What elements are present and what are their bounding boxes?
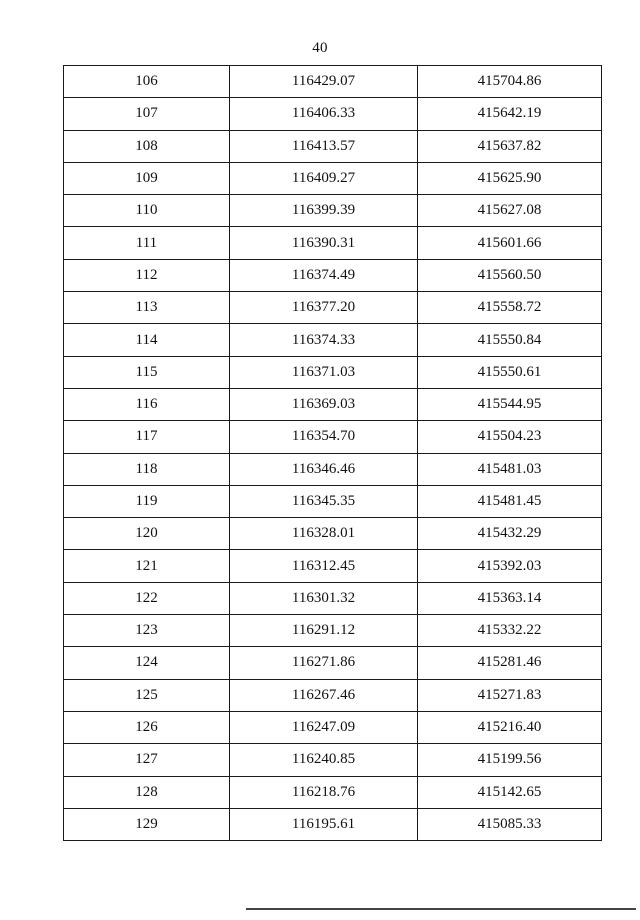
x-coordinate-cell: 116399.39 [230, 195, 418, 227]
x-coordinate-cell: 116374.49 [230, 259, 418, 291]
point-number-cell: 114 [64, 324, 230, 356]
table-row [64, 421, 602, 453]
point-number-cell: 123 [64, 615, 230, 647]
y-coordinate-cell: 415481.45 [418, 485, 602, 517]
y-coordinate-cell: 415199.56 [418, 744, 602, 776]
y-coordinate-cell: 415271.83 [418, 679, 602, 711]
table-row [64, 485, 602, 517]
table-row [64, 195, 602, 227]
x-coordinate-cell: 116271.86 [230, 647, 418, 679]
x-coordinate-cell: 116413.57 [230, 130, 418, 162]
coordinate-table [63, 65, 602, 841]
y-coordinate-cell: 415601.66 [418, 227, 602, 259]
table-row [64, 518, 602, 550]
y-coordinate-cell: 415432.29 [418, 518, 602, 550]
table-row [64, 292, 602, 324]
point-number-cell: 112 [64, 259, 230, 291]
x-coordinate-cell: 116267.46 [230, 679, 418, 711]
scan-edge-line [246, 908, 636, 910]
table-row [64, 776, 602, 808]
x-coordinate-cell: 116377.20 [230, 292, 418, 324]
x-coordinate-cell: 116429.07 [230, 66, 418, 98]
point-number-cell: 117 [64, 421, 230, 453]
x-coordinate-cell: 116409.27 [230, 162, 418, 194]
point-number-cell: 106 [64, 66, 230, 98]
point-number-cell: 119 [64, 485, 230, 517]
table-row [64, 711, 602, 743]
x-coordinate-cell: 116345.35 [230, 485, 418, 517]
x-coordinate-cell: 116346.46 [230, 453, 418, 485]
x-coordinate-cell: 116291.12 [230, 615, 418, 647]
table-row [64, 615, 602, 647]
x-coordinate-cell: 116328.01 [230, 518, 418, 550]
y-coordinate-cell: 415558.72 [418, 292, 602, 324]
y-coordinate-cell: 415504.23 [418, 421, 602, 453]
y-coordinate-cell: 415637.82 [418, 130, 602, 162]
point-number-cell: 120 [64, 518, 230, 550]
table-row [64, 66, 602, 98]
point-number-cell: 126 [64, 711, 230, 743]
y-coordinate-cell: 415142.65 [418, 776, 602, 808]
y-coordinate-cell: 415550.61 [418, 356, 602, 388]
y-coordinate-cell: 415625.90 [418, 162, 602, 194]
table-row [64, 808, 602, 840]
point-number-cell: 125 [64, 679, 230, 711]
table-row [64, 227, 602, 259]
x-coordinate-cell: 116374.33 [230, 324, 418, 356]
y-coordinate-cell: 415642.19 [418, 98, 602, 130]
point-number-cell: 109 [64, 162, 230, 194]
point-number-cell: 124 [64, 647, 230, 679]
x-coordinate-cell: 116354.70 [230, 421, 418, 453]
table-row [64, 647, 602, 679]
x-coordinate-cell: 116312.45 [230, 550, 418, 582]
table-row [64, 98, 602, 130]
y-coordinate-cell: 415085.33 [418, 808, 602, 840]
point-number-cell: 111 [64, 227, 230, 259]
point-number-cell: 129 [64, 808, 230, 840]
x-coordinate-cell: 116406.33 [230, 98, 418, 130]
y-coordinate-cell: 415216.40 [418, 711, 602, 743]
x-coordinate-cell: 116240.85 [230, 744, 418, 776]
point-number-cell: 113 [64, 292, 230, 324]
y-coordinate-cell: 415550.84 [418, 324, 602, 356]
point-number-cell: 115 [64, 356, 230, 388]
x-coordinate-cell: 116390.31 [230, 227, 418, 259]
point-number-cell: 127 [64, 744, 230, 776]
point-number-cell: 110 [64, 195, 230, 227]
x-coordinate-cell: 116247.09 [230, 711, 418, 743]
table-row [64, 388, 602, 420]
table-row [64, 356, 602, 388]
coordinate-table-body [64, 66, 602, 841]
y-coordinate-cell: 415560.50 [418, 259, 602, 291]
table-row [64, 130, 602, 162]
x-coordinate-cell: 116369.03 [230, 388, 418, 420]
point-number-cell: 108 [64, 130, 230, 162]
y-coordinate-cell: 415627.08 [418, 195, 602, 227]
x-coordinate-cell: 116195.61 [230, 808, 418, 840]
point-number-cell: 116 [64, 388, 230, 420]
table-row [64, 550, 602, 582]
point-number-cell: 122 [64, 582, 230, 614]
y-coordinate-cell: 415281.46 [418, 647, 602, 679]
point-number-cell: 107 [64, 98, 230, 130]
y-coordinate-cell: 415392.03 [418, 550, 602, 582]
table-row [64, 259, 602, 291]
table-row [64, 744, 602, 776]
point-number-cell: 121 [64, 550, 230, 582]
point-number-cell: 128 [64, 776, 230, 808]
y-coordinate-cell: 415544.95 [418, 388, 602, 420]
x-coordinate-cell: 116371.03 [230, 356, 418, 388]
table-row [64, 582, 602, 614]
y-coordinate-cell: 415332.22 [418, 615, 602, 647]
table-row [64, 679, 602, 711]
y-coordinate-cell: 415704.86 [418, 66, 602, 98]
table-row [64, 453, 602, 485]
y-coordinate-cell: 415481.03 [418, 453, 602, 485]
x-coordinate-cell: 116218.76 [230, 776, 418, 808]
table-row [64, 162, 602, 194]
page-number: 40 [312, 40, 328, 56]
table-row [64, 324, 602, 356]
y-coordinate-cell: 415363.14 [418, 582, 602, 614]
point-number-cell: 118 [64, 453, 230, 485]
x-coordinate-cell: 116301.32 [230, 582, 418, 614]
